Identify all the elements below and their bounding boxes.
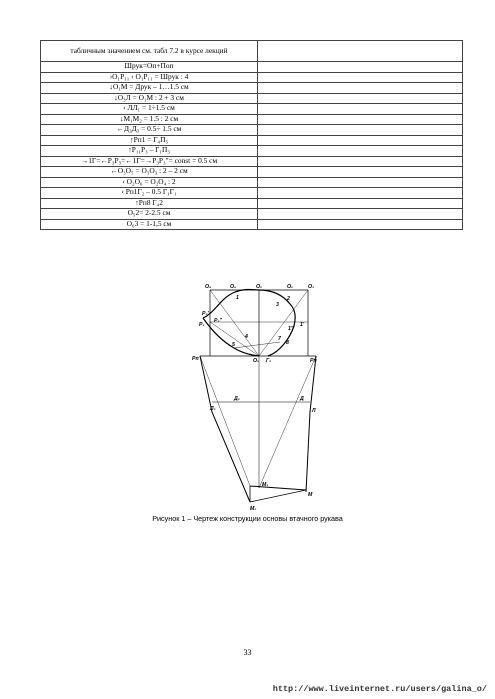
table-row bbox=[41, 167, 463, 178]
hem-line bbox=[250, 486, 306, 490]
empty-cell bbox=[258, 219, 463, 230]
label-o2: О₂ bbox=[256, 284, 263, 290]
formula-cell: ←О₃О₅ = О₃О₃ : 2 – 2 см bbox=[41, 167, 258, 178]
empty-cell bbox=[258, 135, 463, 146]
table-row bbox=[41, 41, 463, 62]
empty-cell bbox=[258, 41, 463, 62]
label-1: 1 bbox=[236, 295, 239, 301]
label-o5: О₅ bbox=[287, 284, 294, 290]
table-row bbox=[41, 156, 463, 167]
formula-cell: Шрук=Оп+Поп bbox=[41, 62, 258, 73]
back-seam-line bbox=[306, 356, 316, 492]
label-o3: О₃ bbox=[308, 284, 315, 290]
table-row bbox=[41, 93, 463, 104]
empty-cell bbox=[258, 167, 463, 178]
table-row bbox=[41, 209, 463, 220]
front-seam-line bbox=[200, 356, 250, 502]
table-row bbox=[41, 135, 463, 146]
label-pn-left: Рп bbox=[192, 356, 199, 362]
table-row bbox=[41, 125, 463, 136]
table-row bbox=[41, 177, 463, 188]
page-number: 33 bbox=[243, 648, 252, 657]
formula-cell: ↑Рп8 Г₄2 bbox=[41, 198, 258, 209]
source-watermark: http://www.liveinternet.ru/users/galina_o/ bbox=[272, 684, 487, 694]
table-row bbox=[41, 188, 463, 199]
hem-diagonal bbox=[250, 490, 306, 502]
formula-cell: →1Г=←Р₃Р₃=←1Г=→Р₃Р₃"= const = 0.5 см bbox=[41, 156, 258, 167]
empty-cell bbox=[258, 198, 463, 209]
label-m: М bbox=[308, 492, 313, 498]
table-row bbox=[41, 83, 463, 94]
construction-formula-table bbox=[40, 40, 463, 230]
table-row bbox=[41, 62, 463, 73]
label-7: 7 bbox=[278, 336, 281, 342]
label-d: Д bbox=[300, 396, 304, 402]
label-p3c: Р₃' bbox=[202, 311, 209, 317]
empty-cell bbox=[258, 209, 463, 220]
empty-cell bbox=[258, 146, 463, 157]
formula-cell: ←Д₂Д₃ = 0.5÷ 1.5 см bbox=[41, 125, 258, 136]
label-m2: М₂ bbox=[250, 506, 257, 512]
table-row bbox=[41, 198, 463, 209]
front-guide bbox=[200, 356, 250, 486]
label-l3: Л₃ bbox=[210, 406, 216, 412]
label-p3: Р₃ bbox=[199, 322, 205, 328]
empty-cell bbox=[258, 125, 463, 136]
label-l: Л bbox=[312, 408, 316, 414]
label-m1: М₁ bbox=[262, 482, 269, 488]
formula-cell: ‹ ЛЛ₁ = 1÷1.5 см bbox=[41, 104, 258, 115]
empty-cell bbox=[258, 62, 463, 73]
label-5: 5 bbox=[232, 342, 235, 348]
figure-caption: Рисунок 1 – Чертеж конструкции основы втачного рукава bbox=[152, 514, 343, 523]
empty-cell bbox=[258, 72, 463, 83]
left-lower-guide bbox=[210, 322, 259, 356]
table-row bbox=[41, 146, 463, 157]
label-1-prime: 1' bbox=[300, 322, 305, 328]
formula-cell: О₆3 = 1-1,5 см bbox=[41, 219, 258, 230]
empty-cell bbox=[258, 156, 463, 167]
label-o6: О₆ bbox=[230, 284, 237, 290]
table-row bbox=[41, 72, 463, 83]
formula-cell: ↑Р₁₁Р₃ – Г₁П₃ bbox=[41, 146, 258, 157]
label-o1: О₁ bbox=[253, 358, 259, 364]
formula-cell: ‹ Рп1Г₂ – 0.5 Г₁Г₁ bbox=[41, 188, 258, 199]
formula-cell: ›О₁Р₁₁ ‹ О₁Р₁₁ = Шрук : 4 bbox=[41, 72, 258, 83]
formula-cell: ↓М₁М₂ = 1.5 : 2 см bbox=[41, 114, 258, 125]
sleeve-drawing-svg bbox=[190, 282, 330, 514]
label-1-double-prime: 1" bbox=[288, 326, 294, 332]
empty-cell bbox=[258, 93, 463, 104]
empty-cell bbox=[258, 188, 463, 199]
guide-4-7 bbox=[234, 342, 280, 348]
empty-cell bbox=[258, 83, 463, 94]
empty-cell bbox=[258, 114, 463, 125]
table-row bbox=[41, 114, 463, 125]
empty-cell bbox=[258, 104, 463, 115]
empty-cell bbox=[258, 177, 463, 188]
label-p3b: Р₃" bbox=[214, 318, 222, 324]
label-d2: Д₂ bbox=[234, 396, 240, 402]
sleeve-construction-drawing bbox=[190, 282, 330, 514]
formula-cell: ↓О₁М = Друк – 1…1.5 см bbox=[41, 83, 258, 94]
formula-cell: О₅2= 2-2.5 см bbox=[41, 209, 258, 220]
label-pn-right: Рп bbox=[310, 358, 317, 364]
formula-cell: табличным значением см. табл 7.2 в курсе лекций bbox=[41, 41, 258, 62]
table-row bbox=[41, 219, 463, 230]
label-3: 3 bbox=[276, 302, 279, 308]
label-g2: Г₂ bbox=[266, 358, 272, 364]
label-2: 2 bbox=[287, 296, 290, 302]
label-8: 8 bbox=[286, 340, 289, 346]
formula-cell: ↓О₃Л = О₁М : 2 + 3 см bbox=[41, 93, 258, 104]
table-row bbox=[41, 104, 463, 115]
formula-cell: ‹ О₂О₆ = О₂О₄ : 2 bbox=[41, 177, 258, 188]
label-4: 4 bbox=[245, 334, 248, 340]
formula-cell: ↑Рп1 = Г₄П₅ bbox=[41, 135, 258, 146]
label-o4: О₄ bbox=[205, 284, 212, 290]
